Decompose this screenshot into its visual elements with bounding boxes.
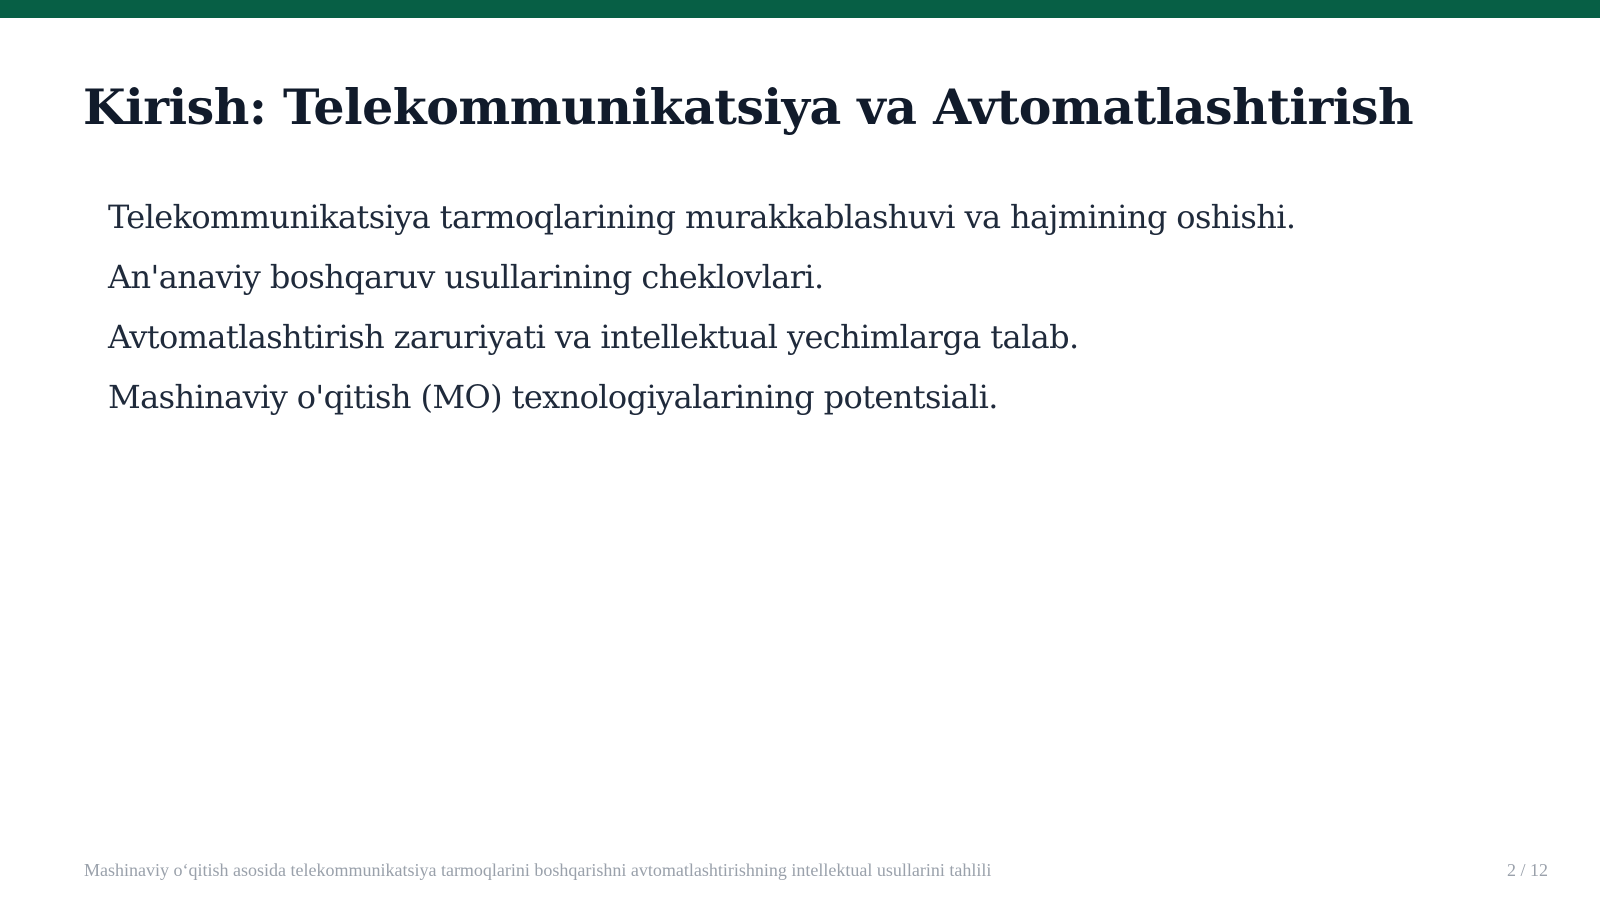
bullet-item: Avtomatlashtirish zaruriyati va intellektual yechimlarga talab. bbox=[108, 318, 1079, 356]
slide-title: Kirish: Telekommunikatsiya va Avtomatlashtirish bbox=[83, 78, 1414, 136]
page-number: 2 / 12 bbox=[1506, 860, 1548, 880]
bullet-list bbox=[108, 196, 1295, 436]
bullet-item: An'anaviy boshqaruv usullarining cheklovlari. bbox=[108, 258, 824, 296]
accent-top-bar bbox=[0, 0, 1600, 18]
footer-presentation-title: Mashinaviy o‘qitish asosida telekommunikatsiya tarmoqlarini boshqarishni avtomatlashtirishning intellektual usullarini tahlili bbox=[84, 860, 992, 880]
bullet-item: Telekommunikatsiya tarmoqlarining murakkablashuvi va hajmining oshishi. bbox=[108, 198, 1296, 236]
bullet-item: Mashinaviy o'qitish (MO) texnologiyalarining potentsiali. bbox=[108, 378, 998, 416]
